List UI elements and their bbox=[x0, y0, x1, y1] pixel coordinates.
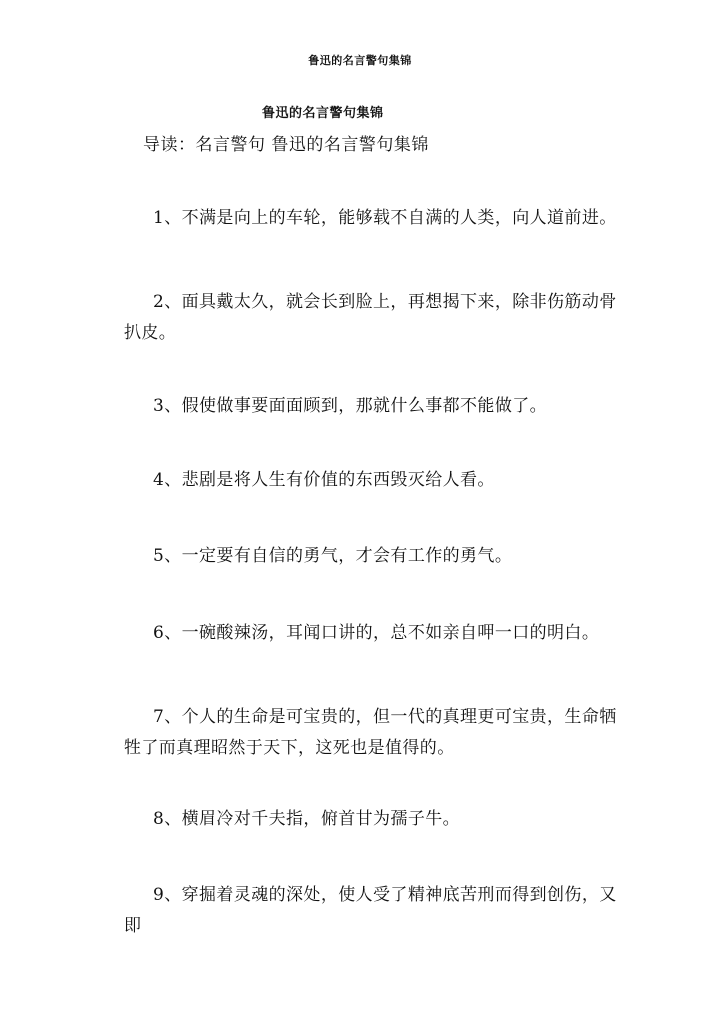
quote-item: 8、横眉冷对千夫指，俯首甘为孺子牛。 bbox=[153, 809, 461, 829]
document-title: 鲁迅的名言警句集锦 bbox=[262, 106, 384, 121]
quote-item: 7、个人的生命是可宝贵的，但一代的真理更可宝贵，生命牺牲了而真理昭然于天下，这死也是值得的。 bbox=[124, 707, 617, 758]
quote-item: 3、假使做事要面面顾到，那就什么事都不能做了。 bbox=[153, 396, 548, 416]
running-header: 鲁迅的名言警句集锦 bbox=[308, 54, 412, 67]
quote-item: 9、穿掘着灵魂的深处，使人受了精神底苦刑而得到创伤，又即 bbox=[124, 885, 617, 936]
quote-item: 1、不满是向上的车轮，能够载不自满的人类，向人道前进。 bbox=[153, 208, 617, 228]
quote-item: 2、面具戴太久，就会长到脸上，再想揭下来，除非伤筋动骨扒皮。 bbox=[124, 292, 617, 343]
quote-item: 6、一碗酸辣汤，耳闻口讲的，总不如亲自呷一口的明白。 bbox=[153, 623, 600, 643]
quote-item: 4、悲剧是将人生有价值的东西毁灭给人看。 bbox=[153, 470, 495, 490]
quote-item: 5、一定要有自信的勇气，才会有工作的勇气。 bbox=[153, 546, 513, 566]
intro-line: 导读：名言警句 鲁迅的名言警句集锦 bbox=[143, 135, 429, 155]
